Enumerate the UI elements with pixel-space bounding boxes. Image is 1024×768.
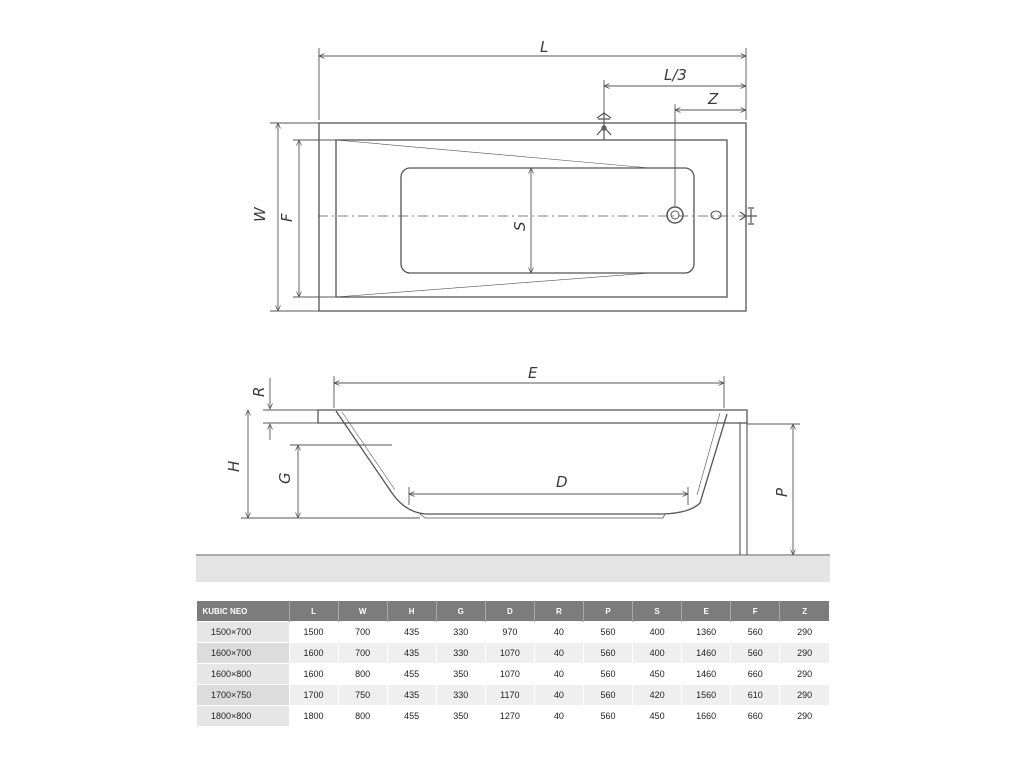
table-cell-value: 800 bbox=[338, 664, 387, 685]
table-header-Z: Z bbox=[780, 601, 829, 622]
table-header-P: P bbox=[583, 601, 632, 622]
label-L3: L/3 bbox=[664, 66, 687, 84]
table-cell-value: 290 bbox=[780, 706, 829, 727]
plan-dimensions bbox=[270, 48, 746, 311]
table-cell-value: 700 bbox=[338, 622, 387, 643]
plan-view bbox=[318, 112, 757, 311]
table-cell-value: 560 bbox=[731, 622, 780, 643]
table-cell-value: 1700 bbox=[289, 685, 338, 706]
side-dimensions bbox=[241, 376, 800, 555]
table-cell-value: 1800 bbox=[289, 706, 338, 727]
table-row bbox=[197, 706, 830, 727]
table-cell-value: 450 bbox=[633, 706, 682, 727]
table-cell-value: 435 bbox=[387, 643, 436, 664]
table-cell-value: 1270 bbox=[485, 706, 534, 727]
overflow-icon bbox=[711, 211, 721, 219]
table-header-D: D bbox=[485, 601, 534, 622]
table-cell-value: 970 bbox=[485, 622, 534, 643]
front-panel bbox=[740, 423, 747, 555]
label-G: G bbox=[276, 472, 294, 484]
label-S: S bbox=[511, 221, 529, 231]
table-header-R: R bbox=[534, 601, 583, 622]
label-H: H bbox=[225, 460, 243, 472]
table-cell-value: 350 bbox=[436, 664, 485, 685]
floor-band bbox=[196, 556, 830, 582]
table-row bbox=[197, 664, 830, 685]
table-cell-value: 40 bbox=[534, 685, 583, 706]
table-header-H: H bbox=[387, 601, 436, 622]
table-cell-value: 435 bbox=[387, 622, 436, 643]
label-W: W bbox=[251, 207, 269, 222]
tub-outer-rim bbox=[319, 123, 746, 311]
table-cell-value: 560 bbox=[583, 643, 632, 664]
table-header-S: S bbox=[633, 601, 682, 622]
label-D: D bbox=[556, 473, 568, 491]
table-cell-value: 290 bbox=[780, 685, 829, 706]
table-cell-value: 290 bbox=[780, 622, 829, 643]
table-header-E: E bbox=[682, 601, 731, 622]
table-cell-value: 330 bbox=[436, 622, 485, 643]
table-cell-value: 40 bbox=[534, 622, 583, 643]
table-header-model: KUBIC NEO bbox=[197, 601, 290, 622]
drain-icon bbox=[667, 207, 683, 223]
label-R: R bbox=[250, 386, 268, 397]
table-cell-value: 560 bbox=[583, 685, 632, 706]
label-F: F bbox=[278, 213, 296, 222]
table-cell-value: 1600 bbox=[289, 664, 338, 685]
table-cell-value: 560 bbox=[583, 706, 632, 727]
table-cell-model: 1600×800 bbox=[197, 664, 290, 685]
table-cell-value: 1360 bbox=[682, 622, 731, 643]
table-cell-value: 660 bbox=[731, 706, 780, 727]
table-cell-value: 420 bbox=[633, 685, 682, 706]
table-header-G: G bbox=[436, 601, 485, 622]
table-cell-value: 330 bbox=[436, 643, 485, 664]
slope-line-bottom bbox=[336, 273, 650, 297]
table-cell-value: 435 bbox=[387, 685, 436, 706]
table-cell-value: 750 bbox=[338, 685, 387, 706]
table-cell-value: 290 bbox=[780, 664, 829, 685]
dimensions-table bbox=[196, 601, 829, 726]
table-cell-value: 400 bbox=[633, 622, 682, 643]
side-view bbox=[318, 410, 747, 555]
table-cell-value: 560 bbox=[583, 664, 632, 685]
table-cell-value: 290 bbox=[780, 643, 829, 664]
table-cell-value: 400 bbox=[633, 643, 682, 664]
table-cell-value: 560 bbox=[583, 622, 632, 643]
table-cell-value: 660 bbox=[731, 664, 780, 685]
table-header-L: L bbox=[289, 601, 338, 622]
table-cell-model: 1500×700 bbox=[197, 622, 290, 643]
tub-basin-floor bbox=[401, 168, 694, 273]
tub-rim-profile bbox=[318, 410, 747, 423]
table-cell-value: 455 bbox=[387, 706, 436, 727]
table-cell-value: 40 bbox=[534, 664, 583, 685]
table-cell-value: 1070 bbox=[485, 643, 534, 664]
table-row bbox=[197, 622, 830, 643]
tub-body-profile bbox=[336, 411, 727, 514]
table-cell-value: 1660 bbox=[682, 706, 731, 727]
table-cell-value: 450 bbox=[633, 664, 682, 685]
table-cell-value: 455 bbox=[387, 664, 436, 685]
label-Z: Z bbox=[708, 90, 719, 108]
table-cell-value: 1170 bbox=[485, 685, 534, 706]
label-P: P bbox=[773, 487, 791, 497]
slope-line-top bbox=[336, 140, 650, 168]
table-cell-value: 1600 bbox=[289, 643, 338, 664]
table-cell-model: 1800×800 bbox=[197, 706, 290, 727]
table-cell-value: 1460 bbox=[682, 664, 731, 685]
table-row bbox=[197, 685, 830, 706]
table-cell-value: 1460 bbox=[682, 643, 731, 664]
label-E: E bbox=[528, 364, 538, 382]
label-L: L bbox=[540, 38, 549, 56]
table-body bbox=[197, 622, 830, 727]
table-cell-value: 330 bbox=[436, 685, 485, 706]
table-header-F: F bbox=[731, 601, 780, 622]
table-cell-value: 700 bbox=[338, 643, 387, 664]
table-row bbox=[197, 643, 830, 664]
faucet-icon bbox=[597, 112, 611, 140]
table-cell-value: 40 bbox=[534, 643, 583, 664]
table-cell-value: 800 bbox=[338, 706, 387, 727]
table-cell-model: 1700×750 bbox=[197, 685, 290, 706]
table-cell-value: 1500 bbox=[289, 622, 338, 643]
table-cell-value: 350 bbox=[436, 706, 485, 727]
table-cell-value: 1070 bbox=[485, 664, 534, 685]
table-cell-value: 610 bbox=[731, 685, 780, 706]
table-cell-value: 40 bbox=[534, 706, 583, 727]
table-cell-value: 560 bbox=[731, 643, 780, 664]
table-header-row bbox=[197, 601, 830, 622]
table-cell-model: 1600×700 bbox=[197, 643, 290, 664]
table-header-W: W bbox=[338, 601, 387, 622]
table-cell-value: 1560 bbox=[682, 685, 731, 706]
